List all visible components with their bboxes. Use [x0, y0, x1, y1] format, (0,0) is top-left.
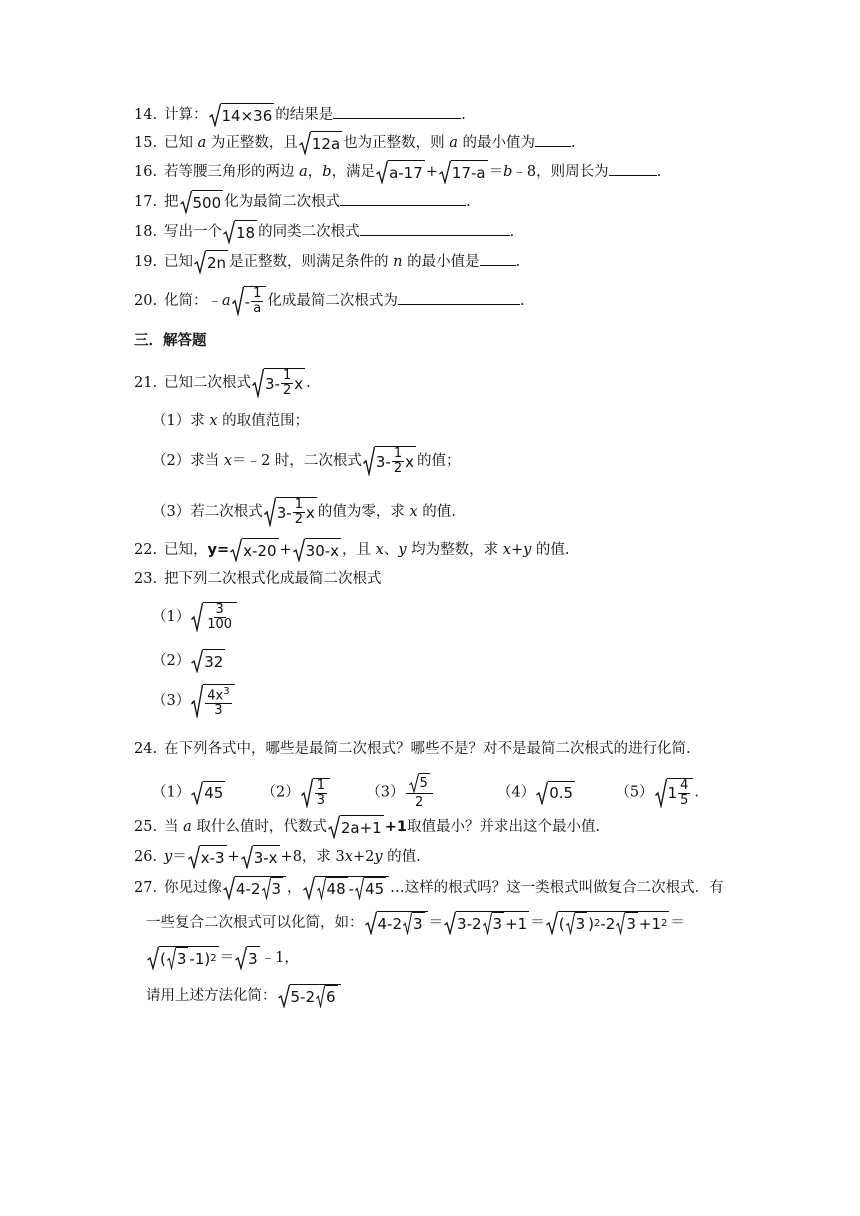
sqrt — [403, 912, 425, 935]
text: 已知 — [164, 254, 193, 270]
operator: + — [425, 164, 438, 180]
term: 4-2 — [377, 914, 402, 933]
sqrt-fraction — [301, 778, 330, 808]
variable: a — [197, 135, 207, 151]
sqrt-mixed-number — [655, 778, 694, 808]
nested-sqrt — [223, 876, 286, 900]
exponent: 2 — [210, 952, 217, 964]
answer-blank[interactable] — [340, 191, 466, 206]
radicand: 3-x — [253, 845, 280, 869]
radicand: 18 — [235, 220, 257, 244]
radicand: x-20 — [242, 538, 278, 562]
text: （3）若二次根式 — [152, 504, 263, 520]
radicand — [377, 911, 428, 935]
term: 3- — [375, 452, 391, 471]
question-15 — [134, 131, 576, 155]
operator: + — [227, 849, 240, 865]
variable: b — [503, 164, 513, 180]
sqrt-expression — [252, 368, 305, 398]
text: ，满足 — [331, 164, 376, 180]
radicand — [235, 876, 286, 900]
variable: b — [322, 164, 332, 180]
sqrt — [316, 985, 338, 1008]
radicand: 17-a — [451, 160, 488, 184]
answer-blank[interactable] — [360, 221, 510, 236]
text: . — [694, 784, 699, 801]
item-label: （5） — [615, 784, 654, 801]
text: 化为最简二次根式 — [224, 194, 341, 210]
question-23-part-3 — [152, 684, 236, 718]
term: -1) — [189, 949, 211, 968]
text: +2 — [352, 849, 375, 865]
radicand — [313, 778, 330, 808]
question-21 — [134, 368, 311, 398]
answer-blank[interactable] — [398, 290, 520, 305]
radicand: 6 — [325, 985, 338, 1008]
text: . — [519, 293, 525, 309]
text: 若等腰三角形的两边 — [164, 164, 300, 180]
text: （1）求 — [152, 413, 210, 429]
nested-sqrt — [303, 876, 390, 900]
sqrt-fraction — [232, 286, 267, 316]
operator: ＝ — [219, 950, 235, 966]
question-number: 20. — [134, 293, 158, 309]
operator: - — [348, 879, 355, 898]
variable: a — [449, 135, 458, 151]
fraction — [205, 685, 231, 718]
item-label: （4） — [497, 784, 536, 801]
variable: x — [344, 849, 353, 865]
numerator — [205, 685, 231, 704]
text: 的同类二次根式 — [258, 224, 360, 240]
question-number: 27. — [134, 880, 158, 896]
question-number: 17. — [134, 194, 158, 210]
variable: a — [222, 293, 231, 309]
question-22 — [134, 538, 570, 562]
fraction — [315, 779, 327, 808]
text: 的值. — [531, 542, 570, 558]
text: ＝ — [488, 164, 504, 180]
sqrt — [209, 103, 275, 127]
radicand: 12a — [311, 131, 342, 155]
term: ) — [588, 914, 594, 933]
text: 也为正整数，则 — [343, 135, 450, 151]
sqrt — [241, 845, 280, 869]
radicand — [203, 602, 237, 632]
term: x — [405, 452, 415, 471]
question-20 — [134, 286, 524, 316]
sqrt — [299, 131, 342, 155]
numerator — [406, 773, 433, 794]
text: 的值为零，求 — [317, 504, 410, 520]
variable: x+y — [502, 542, 532, 558]
variable: x — [223, 453, 233, 469]
text: 化成最简二次根式为 — [267, 293, 398, 309]
fraction — [293, 498, 305, 527]
text: 的结果是 — [275, 107, 334, 123]
sqrt-expression — [264, 497, 317, 527]
radicand: x-3 — [200, 845, 227, 869]
term: -2 — [600, 914, 616, 933]
question-number: 24. — [134, 741, 158, 757]
answer-blank[interactable] — [480, 251, 516, 266]
term: 3- — [276, 503, 292, 522]
sqrt — [328, 815, 384, 839]
radicand: 2n — [206, 250, 228, 274]
radicand: 2a+1 — [340, 815, 384, 839]
variable: a — [299, 164, 308, 180]
text: ﹣1， — [260, 950, 299, 966]
radicand: 500 — [192, 190, 224, 214]
sqrt — [536, 781, 575, 805]
term: +1 — [505, 914, 528, 933]
text: ， — [287, 880, 302, 896]
sqrt — [317, 877, 348, 900]
denominator: 2 — [393, 461, 403, 476]
sqrt — [223, 220, 257, 244]
denominator: 2 — [415, 795, 424, 810]
radicand — [264, 368, 305, 398]
term: 5-2 — [290, 987, 315, 1006]
item-label: （1） — [152, 784, 191, 801]
radicand: 3 — [492, 912, 505, 935]
sqrt — [616, 912, 638, 935]
question-21-part-2 — [152, 446, 461, 476]
variable: n — [393, 254, 403, 270]
text: 是正整数，则满足条件的 — [229, 254, 394, 270]
fraction — [406, 773, 433, 812]
question-16 — [134, 160, 661, 184]
item-label: （3） — [366, 784, 405, 801]
term: x — [305, 503, 315, 522]
text: . — [656, 164, 662, 180]
sqrt — [191, 649, 225, 673]
radicand: 5 — [419, 773, 430, 793]
radicand: 3 — [247, 946, 260, 970]
numerator-base: 4x — [207, 688, 224, 704]
text: 你见过像 — [164, 880, 222, 896]
variable: y — [164, 849, 173, 865]
question-21-part-1 — [152, 410, 309, 432]
denominator: a — [253, 301, 262, 316]
text: （2）求当 — [152, 453, 224, 469]
text: ， — [307, 164, 323, 180]
denominator: 3 — [214, 703, 223, 719]
term: 4-2 — [236, 879, 261, 898]
text: 在下列各式中，哪些是最简二次根式？哪些不是？对不是最简二次根式的进行化简. — [164, 741, 691, 757]
nested-sqrt — [147, 946, 219, 970]
question-25 — [134, 815, 600, 839]
question-number: 19. — [134, 254, 158, 270]
sqrt-expression — [363, 446, 416, 476]
question-number: 23. — [134, 571, 158, 587]
sqrt — [230, 538, 278, 562]
denominator: 2 — [282, 383, 292, 398]
sqrt — [355, 877, 386, 900]
term: ( — [160, 949, 166, 968]
text: （3） — [152, 693, 191, 710]
radicand — [203, 684, 234, 718]
radicand — [290, 984, 341, 1008]
denominator: 2 — [294, 512, 303, 527]
text: 已知 — [164, 135, 198, 151]
text: 的最小值是 — [402, 254, 480, 270]
text: （1） — [152, 609, 191, 625]
sqrt — [188, 845, 227, 869]
text: 化简：﹣ — [164, 293, 222, 309]
text: 、 — [383, 542, 399, 558]
question-17 — [134, 190, 471, 214]
question-23-part-1 — [152, 602, 238, 632]
nested-sqrt — [278, 984, 341, 1008]
term: +1 — [384, 819, 407, 835]
numerator: 1 — [393, 446, 403, 461]
sqrt — [235, 946, 260, 970]
section-header: 三．解答题 — [134, 332, 207, 349]
text: 均为整数，求 — [406, 542, 503, 558]
fraction — [205, 603, 234, 632]
sqrt — [191, 781, 225, 805]
term: +1 — [638, 914, 661, 933]
text: +8，求 3 — [280, 849, 345, 865]
text: 把下列二次根式化成最简二次根式 — [164, 571, 382, 587]
question-number: 22. — [134, 542, 158, 558]
question-number: 26. — [134, 849, 158, 865]
radicand: 30-x — [305, 538, 341, 562]
text: 的最小值为 — [457, 135, 536, 151]
text: 当 — [164, 819, 184, 835]
text: 取值最小？并求出这个最小值. — [406, 819, 601, 835]
numerator: 1 — [294, 497, 303, 512]
question-number: 25. — [134, 819, 158, 835]
text: 写出一个 — [164, 224, 222, 240]
radicand — [244, 286, 267, 316]
question-24-items — [152, 773, 699, 812]
text: 把 — [164, 194, 179, 210]
sqrt — [262, 877, 284, 900]
text: 的取值范围； — [217, 413, 310, 429]
variable: x — [375, 542, 384, 558]
question-21-part-3 — [152, 497, 456, 527]
question-26 — [134, 845, 421, 869]
equation-lhs: y= — [207, 542, 230, 558]
radicand: 32 — [203, 649, 225, 673]
text: . — [466, 194, 471, 210]
numerator: 1 — [253, 286, 262, 301]
operator: ＝ — [530, 915, 545, 931]
variable: y — [398, 542, 407, 558]
answer-blank[interactable] — [333, 104, 461, 119]
text: 的值. — [382, 849, 421, 865]
exponent: 2 — [593, 917, 601, 929]
radicand — [276, 497, 317, 527]
term: x — [294, 374, 304, 393]
question-number: 14. — [134, 107, 158, 123]
radicand — [558, 911, 670, 935]
question-14 — [134, 103, 466, 127]
text: ＝﹣2 时，二次根式 — [232, 453, 362, 469]
question-27-result-line — [146, 946, 299, 970]
nested-sqrt — [365, 911, 428, 935]
operator: ＝ — [428, 915, 444, 931]
sqrt — [167, 947, 189, 970]
whole-part: 1 — [667, 784, 678, 802]
radicand: 3 — [625, 912, 638, 935]
answer-blank[interactable] — [535, 132, 571, 147]
sqrt — [566, 912, 588, 935]
text: 计算： — [164, 107, 208, 123]
operator: - — [244, 292, 251, 311]
text: ，且 — [342, 542, 376, 558]
question-27-example-line — [146, 911, 685, 935]
sqrt — [180, 190, 224, 214]
term: 3- — [265, 374, 280, 393]
radicand: 3 — [176, 947, 189, 970]
sqrt — [194, 250, 228, 274]
question-24 — [134, 738, 691, 760]
question-27-task-line — [146, 984, 342, 1008]
variable: a — [183, 819, 192, 835]
text: 请用上述方法化简： — [146, 988, 277, 1004]
radicand: 48 — [326, 877, 348, 900]
sqrt-fraction — [191, 602, 237, 632]
question-number: 21. — [134, 375, 158, 391]
question-27 — [134, 876, 724, 900]
denominator: 3 — [316, 792, 326, 808]
question-23-part-2 — [152, 649, 226, 673]
text: 的值. — [417, 504, 456, 520]
text: . — [515, 254, 521, 270]
text: …这样的根式吗？这一类根式叫做复合二次根式．有 — [390, 880, 724, 896]
text: ＝ — [172, 849, 187, 865]
question-number: 16. — [134, 164, 158, 180]
radicand: 3 — [271, 877, 284, 900]
question-23 — [134, 568, 382, 590]
operator: ＝ — [670, 915, 685, 931]
question-18 — [134, 220, 514, 244]
radicand — [456, 911, 529, 935]
exponent: 2 — [661, 917, 668, 929]
radicand: 0.5 — [548, 781, 575, 805]
term: 3-2 — [457, 914, 482, 933]
denominator: 5 — [680, 792, 689, 808]
text: . — [509, 224, 515, 240]
term: ( — [558, 914, 565, 933]
sqrt — [376, 160, 425, 184]
text: （2） — [152, 653, 191, 669]
numerator: 4 — [680, 777, 689, 793]
question-19 — [134, 250, 520, 274]
numerator: 1 — [282, 368, 292, 383]
fraction — [678, 779, 690, 808]
denominator: 100 — [207, 617, 233, 632]
sqrt — [483, 912, 505, 935]
variable: y — [374, 849, 383, 865]
numerator: 1 — [316, 777, 326, 793]
radicand — [315, 876, 390, 900]
text: 已知， — [164, 542, 208, 558]
radicand — [375, 446, 416, 476]
exponent: 3 — [223, 686, 230, 697]
question-number: 15. — [134, 135, 158, 151]
radicand: 3 — [412, 912, 425, 935]
text: ﹣8，则周长为 — [512, 164, 609, 180]
text: 取什么值时，代数式 — [191, 819, 327, 835]
sqrt-fraction — [191, 684, 234, 718]
radicand — [667, 778, 694, 808]
sqrt — [409, 773, 430, 793]
radicand — [159, 946, 219, 970]
sqrt — [293, 538, 341, 562]
radicand: 3 — [575, 912, 588, 935]
variable: x — [409, 504, 418, 520]
text: 为正整数，且 — [206, 135, 298, 151]
item-label: （2） — [261, 784, 300, 801]
text: 一些复合二次根式可以化简，如： — [146, 915, 364, 931]
radicand: a-17 — [388, 160, 425, 184]
text: . — [306, 375, 311, 391]
text: 的值； — [417, 453, 461, 469]
numerator: 3 — [215, 602, 224, 617]
answer-blank[interactable] — [609, 161, 657, 176]
fraction — [392, 447, 404, 476]
fraction — [281, 369, 293, 398]
radicand: 45 — [364, 877, 386, 900]
text: 已知二次根式 — [164, 375, 251, 391]
variable: x — [209, 413, 218, 429]
radicand: 14×36 — [221, 103, 275, 127]
nested-sqrt — [444, 911, 529, 935]
sqrt — [439, 160, 488, 184]
fraction — [251, 287, 263, 316]
operator: + — [279, 542, 292, 558]
text: . — [571, 135, 576, 151]
nested-sqrt — [546, 911, 670, 935]
question-number: 18. — [134, 224, 158, 240]
radicand: 45 — [203, 781, 225, 805]
text: . — [461, 107, 466, 123]
